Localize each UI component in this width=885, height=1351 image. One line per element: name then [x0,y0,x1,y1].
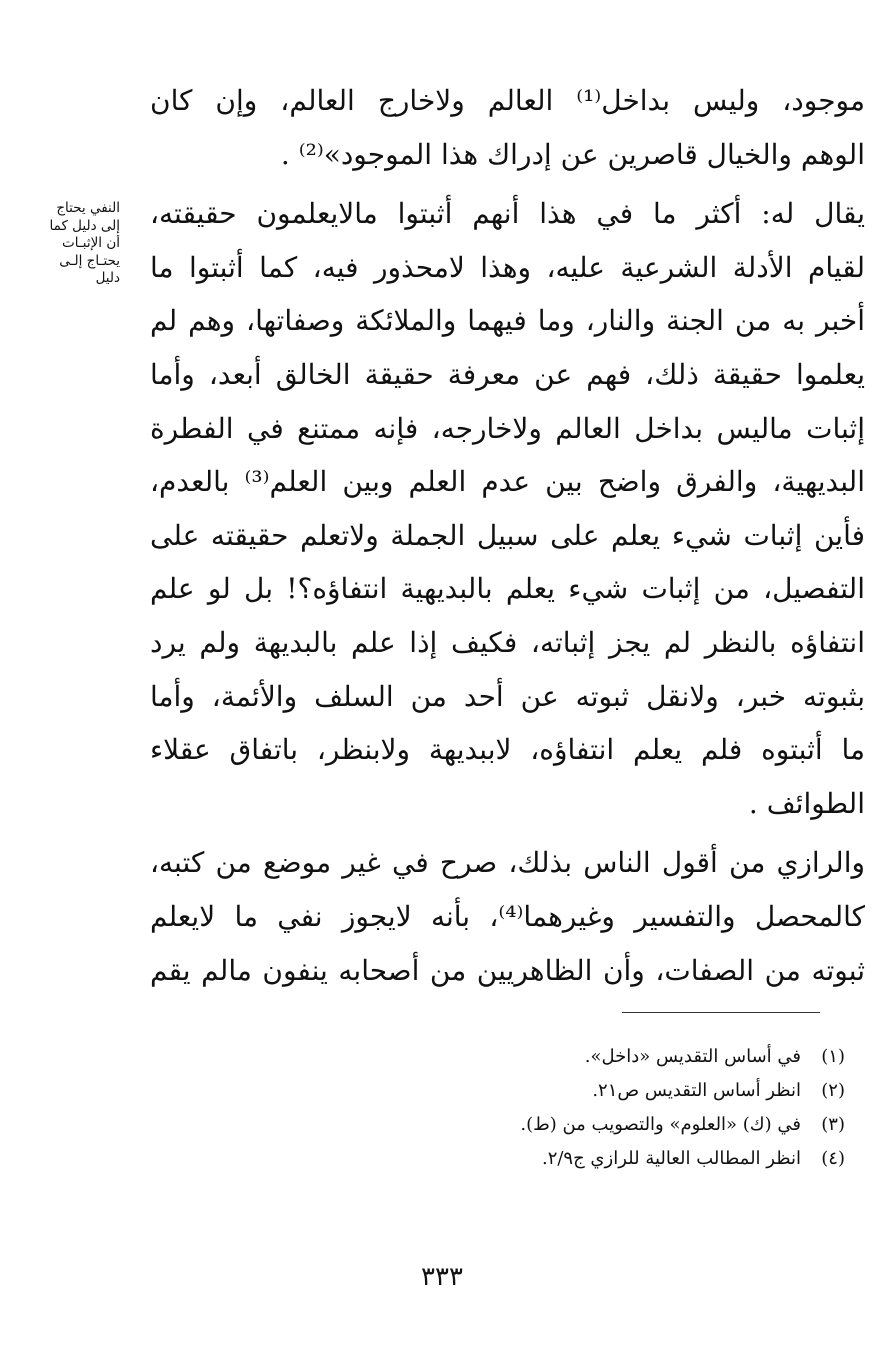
footnote-number: (٣) [821,1114,845,1135]
footnote-separator [622,1012,820,1013]
footnote [320,1108,845,1142]
text-line: أخبر به من الجنة والنار، وما فيهما والملائكة وصفاتها، وهم لم [150,304,865,338]
footnote-text: في (ك) «العلوم» والتصويب من (ط). [520,1114,801,1135]
text-line: الطوائف . [748,786,865,820]
footnote-number: (٢) [821,1080,845,1101]
text-line: يعلموا حقيقة ذلك، فهم عن معرفة حقيقة الخالق أبعد، وأما [150,357,865,391]
footnote-text: انظر أساس التقديس ص٢١. [592,1080,801,1101]
footnote [320,1040,845,1074]
text-line: إثبات ماليس بداخل العالم ولاخارجه، فإنه ممتنع في الفطرة [150,411,865,445]
footnote-number: (٤) [821,1148,845,1169]
text-line: الوهم والخيال قاصرين عن إدراك هذا الموجود»⁽²⁾ . [280,137,865,171]
footnote [320,1142,845,1176]
text-line: ما أثبتوه فلم يعلم انتفاؤه، لاببديهة ولابنظر، باتفاق عقلاء [150,733,865,767]
text-line: ثبوته من الصفات، وأن الظاهريين من أصحابه ينفون مالم يقم [150,953,865,987]
text-line: يقال له: أكثر ما في هذا أنهم أثبتوا مالايعلمون حقيقته، [150,197,865,231]
text-line: لقيام الأدلة الشرعية عليه، وهذا لامحذور فيه، كما أثبتوا ما [150,250,865,284]
text-line: البديهية، والفرق واضح بين عدم العلم وبين العلم⁽³⁾ بالعدم، [150,465,865,499]
margin-note-line: يحتـاج إلـى [59,252,120,269]
margin-note-line: إلى دليل كما [49,217,120,234]
footnote-text: في أساس التقديس «داخل». [584,1046,801,1067]
footnotes [320,1040,845,1176]
margin-note [20,200,120,288]
page-number: ٣٣٣ [421,1262,463,1292]
text-line: التفصيل، من إثبات شيء يعلم بالبديهية انتفاؤه؟! بل لو علم [150,572,865,606]
text-line: انتفاؤه بالنظر لم يجز إثباته، فكيف إذا علم بالبديهة ولم يرد [150,625,865,659]
margin-note-line: النفي يحتاج [56,200,120,216]
text-line: موجود، وليس بداخل⁽¹⁾ العالم ولاخارج العالم، وإن كان [150,84,865,117]
footnote-number: (١) [821,1046,845,1067]
main-text [150,74,865,997]
footnote [320,1074,845,1108]
footnote-text: انظر المطالب العالية للرازي ج٢/٩. [541,1148,801,1169]
text-line: والرازي من أقول الناس بذلك، صرح في غير موضع من كتبه، [150,846,865,880]
text-line: بثبوته خبر، ولانقل ثبوته عن أحد من السلف والأئمة، وأما [150,679,865,713]
text-line: كالمحصل والتفسير وغيرهما⁽⁴⁾، بأنه لايجوز نفي ما لايعلم [150,899,865,933]
margin-note-line: أن الإثبـات [61,235,120,251]
text-line: فأين إثبات شيء يعلم على سبيل الجملة ولاتعلم حقيقته على [150,518,865,552]
margin-note-line: دليل [95,270,120,286]
